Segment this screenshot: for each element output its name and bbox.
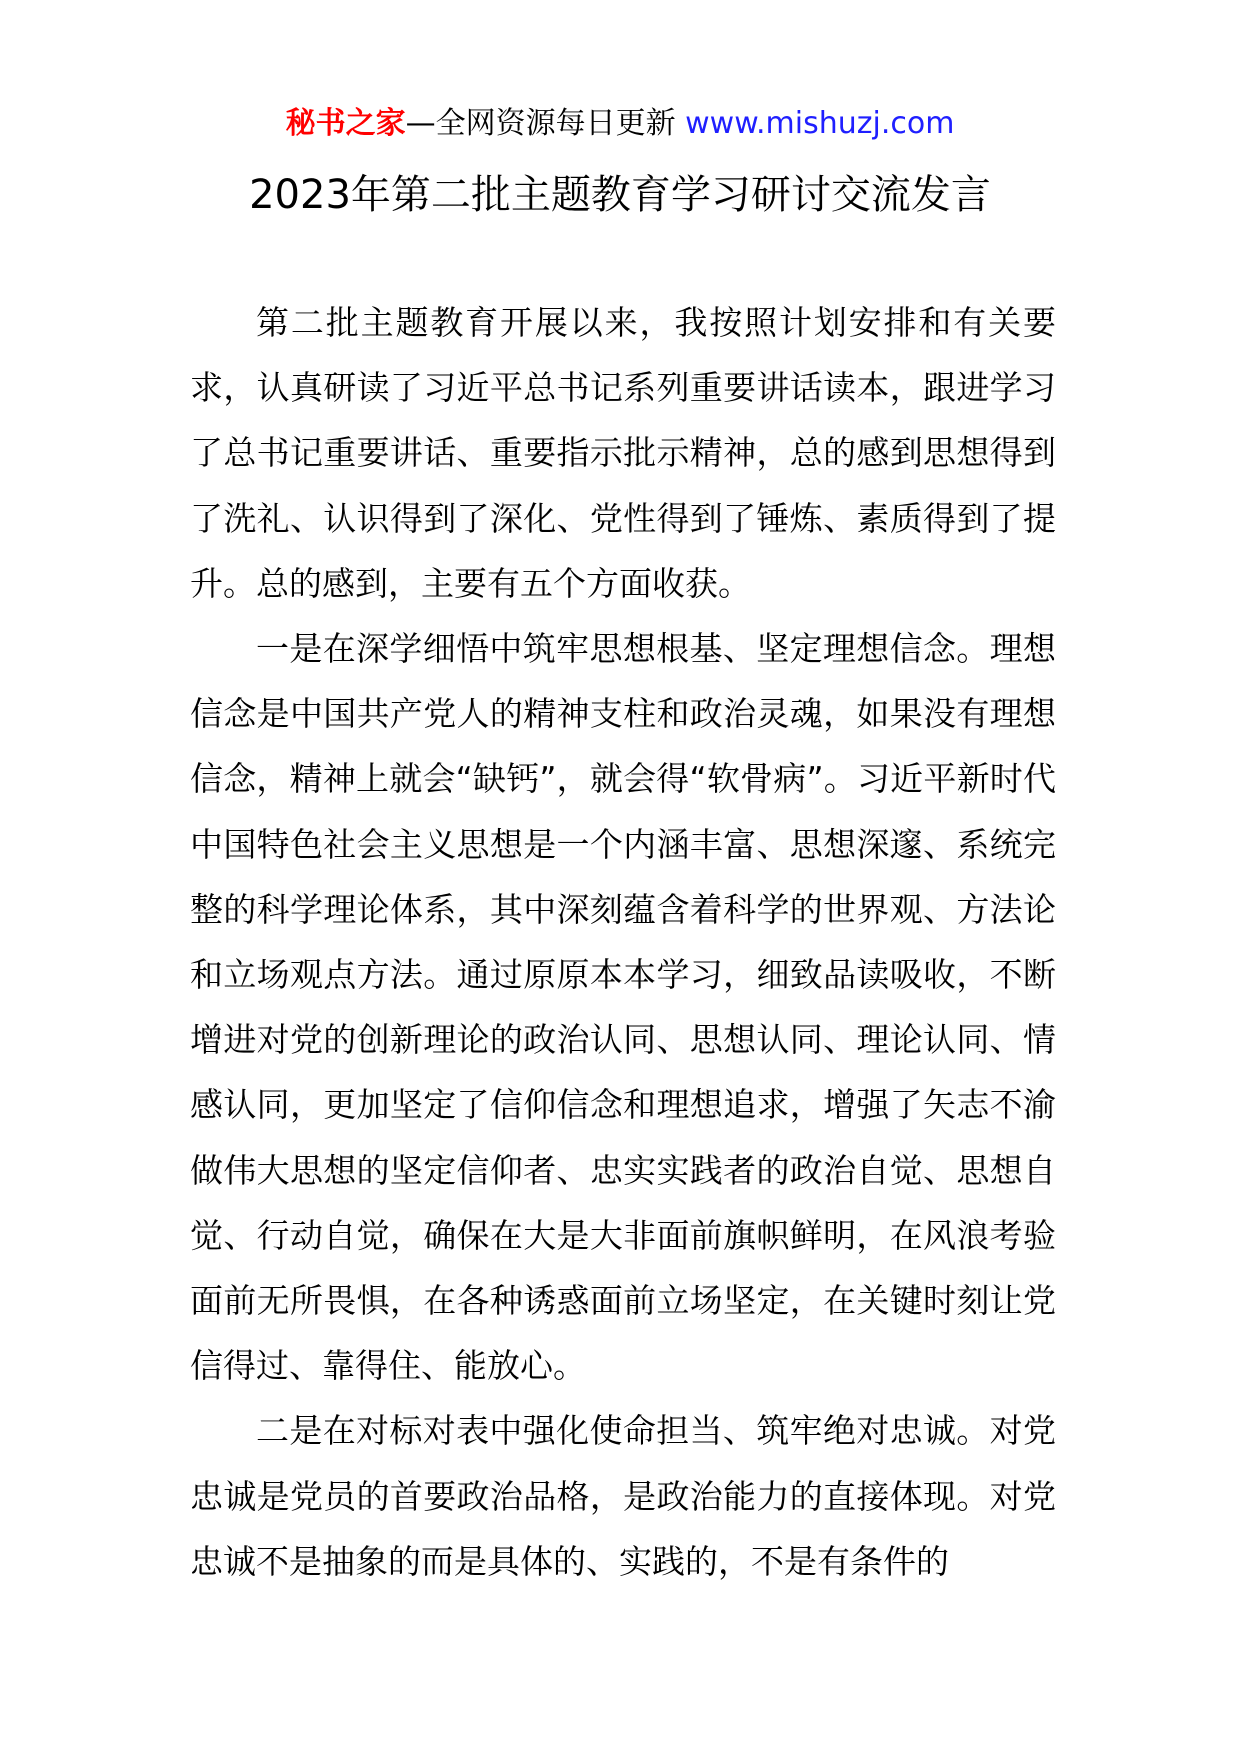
document-body	[190, 290, 1056, 1594]
site-header	[0, 100, 1240, 148]
document-title: 2023年第二批主题教育学习研讨交流发言	[249, 172, 991, 218]
site-brand: 秘书之家	[285, 106, 406, 141]
paragraph-point-two: 二是在对标对表中强化使命担当、筑牢绝对忠诚。对党忠诚是党员的首要政治品格，是政治能力的直接体现。对党忠诚不是抽象的而是具体的、实践的，不是有条件的	[190, 1411, 1056, 1581]
site-slogan: —全网资源每日更新	[405, 106, 686, 141]
paragraph-intro: 第二批主题教育开展以来，我按照计划安排和有关要求，认真研读了习近平总书记系列重要讲话读本，跟进学习了总书记重要讲话、重要指示批示精神，总的感到思想得到了洗礼、认识得到了深化、党性得到了锤炼、素质得到了提升。总的感到，主要有五个方面收获。	[190, 303, 1056, 603]
paragraph-point-one: 一是在深学细悟中筑牢思想根基、坚定理想信念。理想信念是中国共产党人的精神支柱和政治灵魂，如果没有理想信念，精神上就会“缺钙”，就会得“软骨病”。习近平新时代中国特色社会主义思想是一个内涵丰富、思想深邃、系统完整的科学理论体系，其中深刻蕴含着科学的世界观、方法论和立场观点方法。通过原原本本学习，细致品读吸收，不断增进对党的创新理论的政治认同、思想认同、理论认同、情感认同，更加坚定了信仰信念和理想追求，增强了矢志不渝做伟大思想的坚定信仰者、忠实实践者的政治自觉、思想自觉、行动自觉，确保在大是大非面前旗帜鲜明，在风浪考验面前无所畏惧，在各种诱惑面前立场坚定，在关键时刻让党信得过、靠得住、能放心。	[190, 629, 1056, 1386]
site-url-link[interactable]: www.mishuzj.com	[685, 106, 955, 141]
